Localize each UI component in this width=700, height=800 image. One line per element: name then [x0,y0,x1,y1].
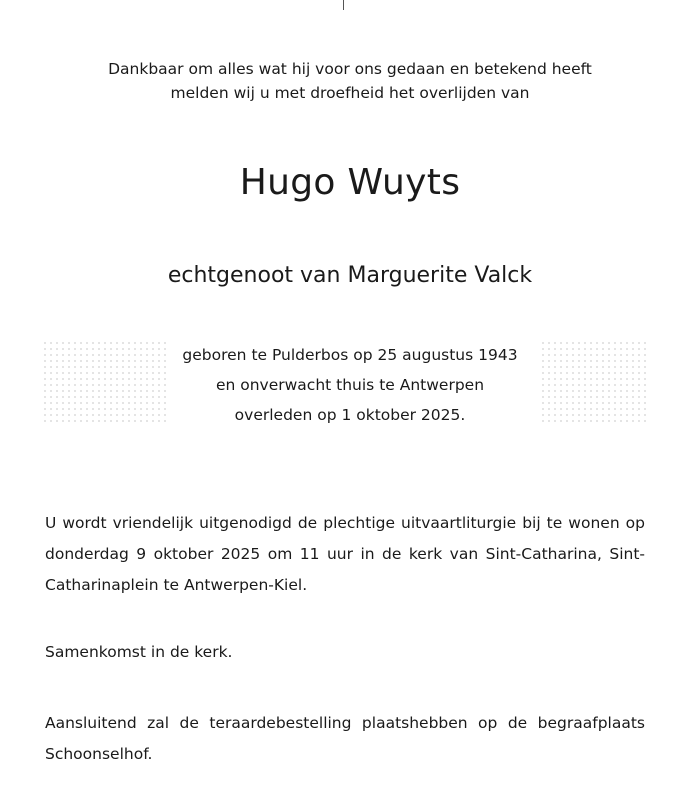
deceased-name: Hugo Wuyts [239,162,461,203]
birth-line: geboren te Pulderbos op 25 augustus 1943 [182,346,518,364]
intro-line-1: Dankbaar om alles wat hij voor ons gedaan en betekend heeft [108,60,592,78]
place-line: en onverwacht thuis te Antwerpen [215,376,485,394]
page-top-mark [343,0,344,10]
burial-paragraph: Aansluitend zal de teraardebestelling plaatshebben op de begraafplaats Schoonselhof. [45,714,645,763]
funeral-invitation-paragraph: U wordt vriendelijk uitgenodigd de plechtige uitvaartliturgie bij te wonen op donderdag 9 oktober 2025 om 11 uur in de kerk van Sint-Catharina, Sint-Catharinaplein te Antwerpen-Kiel. [45,514,645,594]
intro-line-2: melden wij u met droefheid het overlijden van [170,84,530,102]
death-line: overleden op 1 oktober 2025. [234,406,466,424]
spouse-line: echtgenoot van Marguerite Valck [167,263,533,288]
birth-death-details [0,340,700,430]
intro-text [0,57,700,105]
gathering-paragraph: Samenkomst in de kerk. [45,643,233,661]
